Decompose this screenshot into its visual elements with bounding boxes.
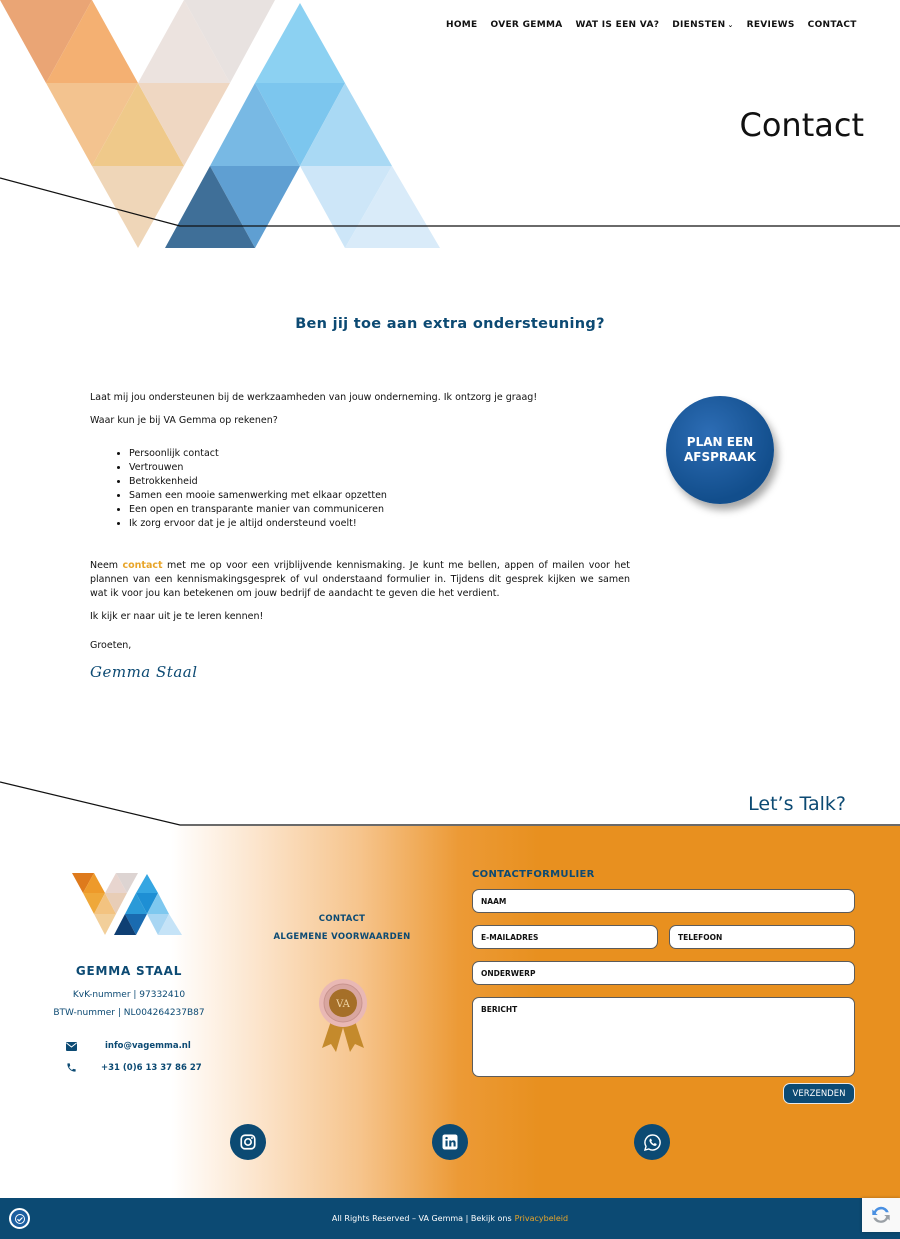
subject-input[interactable] bbox=[472, 961, 855, 985]
instagram-icon bbox=[239, 1133, 257, 1151]
footer-link-terms[interactable]: ALGEMENE VOORWAARDEN bbox=[273, 932, 411, 942]
linkedin-button[interactable] bbox=[432, 1124, 468, 1160]
footer-kvk-number: KvK-nummer | 97332410 bbox=[72, 990, 186, 1000]
submit-button[interactable] bbox=[783, 1083, 855, 1104]
email-input[interactable] bbox=[472, 925, 658, 949]
list-item: • Persoonlijk contact bbox=[129, 447, 630, 461]
copyright-bar bbox=[0, 1198, 900, 1239]
contact-form-title: CONTACTFORMULIER bbox=[472, 869, 595, 880]
recaptcha-badge[interactable] bbox=[862, 1198, 900, 1232]
va-seal-badge-icon bbox=[318, 978, 368, 1052]
closing-line: Ik kijk er naar uit je te leren kennen! bbox=[90, 611, 264, 623]
list-item: • Samen een mooie samenwerking met elkaar opzetten bbox=[129, 489, 630, 503]
nav-home[interactable]: HOME bbox=[446, 20, 478, 30]
list-item: • Vertrouwen bbox=[129, 461, 630, 475]
recaptcha-icon bbox=[870, 1204, 892, 1226]
submit-label: VERZENDEN bbox=[792, 1088, 846, 1099]
plan-appointment-button[interactable] bbox=[666, 396, 774, 504]
main-nav bbox=[446, 20, 857, 30]
nav-wat-is-een-va[interactable]: WAT IS EEN VA? bbox=[575, 20, 660, 30]
chevron-down-icon: ⌄ bbox=[727, 21, 734, 29]
footer-va-logo bbox=[72, 873, 188, 939]
footer-btw-number: BTW-nummer | NL004264237B87 bbox=[53, 1008, 205, 1018]
benefits-list bbox=[129, 447, 630, 531]
nav-diensten[interactable] bbox=[672, 20, 733, 30]
intro-text bbox=[90, 391, 630, 682]
phone-placeholder: TELEFOON bbox=[678, 933, 723, 942]
privacy-link[interactable]: Privacybeleid bbox=[514, 1214, 569, 1223]
intro-paragraph: Laat mij jou ondersteunen bij de werkzaamheden van jouw onderneming. Ik ontzorg je graag! bbox=[90, 392, 538, 403]
list-item: • Betrokkenheid bbox=[129, 475, 630, 489]
subject-placeholder: ONDERWERP bbox=[481, 969, 536, 978]
nav-diensten-label: DIENSTEN bbox=[672, 20, 726, 30]
footer-email-row[interactable] bbox=[66, 1041, 191, 1051]
message-placeholder: BERICHT bbox=[481, 1005, 518, 1014]
contact-paragraph bbox=[90, 559, 630, 602]
copyright-text: All Rights Reserved – VA Gemma | Bekijk ons bbox=[331, 1214, 512, 1223]
cta-label bbox=[684, 435, 756, 465]
linkedin-icon bbox=[441, 1133, 459, 1151]
intro-heading: Ben jij toe aan extra ondersteuning? bbox=[295, 316, 605, 332]
cta-line-1: PLAN EEN bbox=[686, 435, 754, 449]
footer-company-name: GEMMA STAAL bbox=[75, 964, 183, 978]
nav-reviews[interactable]: REVIEWS bbox=[746, 20, 795, 30]
cta-line-2: AFSPRAAK bbox=[683, 450, 757, 464]
list-item: • Ik zorg ervoor dat je je altijd ondersteund voelt! bbox=[129, 517, 630, 531]
envelope-icon bbox=[66, 1042, 77, 1051]
nav-contact[interactable]: CONTACT bbox=[807, 20, 857, 30]
phone-input[interactable] bbox=[669, 925, 855, 949]
contact-paragraph-start: Neem bbox=[90, 559, 123, 571]
lets-talk-heading: Let’s Talk? bbox=[748, 793, 846, 815]
seal-text: VA bbox=[336, 999, 350, 1010]
footer-phone-row[interactable] bbox=[66, 1062, 202, 1073]
contact-paragraph-rest: met me op voor een vrijblijvende kennismaking. Je kunt me bellen, appen of mailen voor het plannen van een kennismakingsgesprek of vul onderstaand formulier in. Tijdens dit gesprek kijken we samen wat ik voor jou kan betekenen om jouw bedrijf de aandacht te geven die het verdient. bbox=[90, 559, 630, 600]
accessibility-button[interactable] bbox=[9, 1208, 30, 1229]
name-placeholder: NAAM bbox=[481, 897, 507, 906]
whatsapp-icon bbox=[643, 1133, 662, 1152]
email-placeholder: E-MAILADRES bbox=[481, 933, 539, 942]
signature: Gemma Staal bbox=[90, 663, 198, 682]
footer-phone: +31 (0)6 13 37 86 27 bbox=[101, 1062, 202, 1073]
footer-email: info@vagemma.nl bbox=[105, 1041, 191, 1051]
list-item: • Een open en transparante manier van communiceren bbox=[129, 503, 630, 517]
name-input[interactable] bbox=[472, 889, 855, 913]
greeting: Groeten, bbox=[90, 639, 132, 651]
whatsapp-button[interactable] bbox=[634, 1124, 670, 1160]
contact-link[interactable]: contact bbox=[122, 559, 163, 571]
intro-question: Waar kun je bij VA Gemma op rekenen? bbox=[90, 415, 278, 427]
nav-over-gemma[interactable]: OVER GEMMA bbox=[490, 20, 563, 30]
accessibility-icon bbox=[14, 1213, 26, 1225]
page-title: Contact bbox=[739, 106, 864, 144]
footer-link-contact[interactable]: CONTACT bbox=[318, 914, 366, 924]
phone-icon bbox=[66, 1062, 77, 1073]
message-textarea[interactable] bbox=[472, 997, 855, 1077]
instagram-button[interactable] bbox=[230, 1124, 266, 1160]
